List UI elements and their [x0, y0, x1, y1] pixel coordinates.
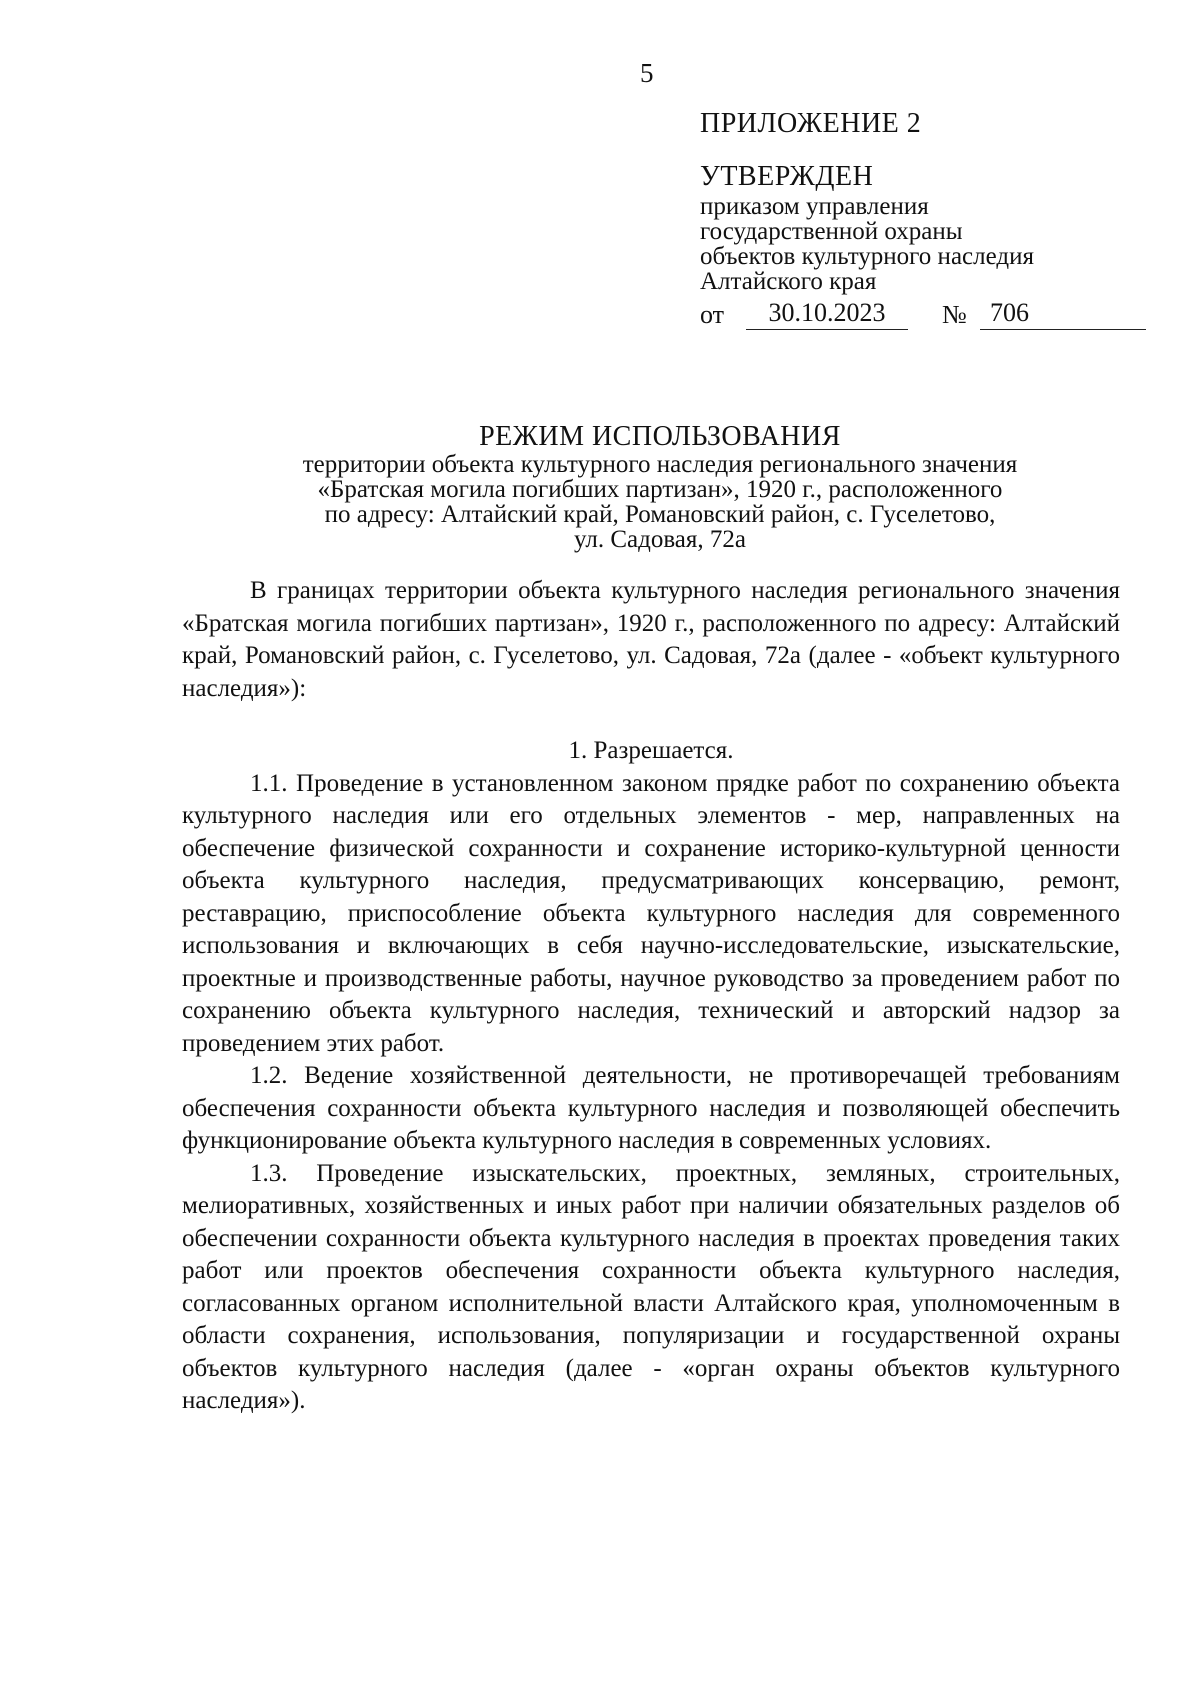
number-label: №: [942, 300, 967, 329]
title-line: ул. Садовая, 72а: [573, 526, 747, 553]
document-body: [182, 575, 1120, 1418]
approval-line: государственной охраны: [700, 218, 963, 245]
clause-1-3: 1.3. Проведение изыскательских, проектных, земляных, строительных, мелиоративных, хозяйственных и иных работ при наличии обязательных разделов об обеспечении сохранности объекта культурного наследия в проектах проведения таких работ или проектов обеспечения сохранности объекта культурного наследия, согласованных органом исполнительной власти Алтайского края, уполномоченным в области сохранения, использования, популяризации и государственной охраны объектов культурного наследия (далее - «орган охраны объектов культурного наследия»).: [182, 1159, 1120, 1414]
approval-line: приказом управления: [700, 193, 929, 220]
approved-label: УТВЕРЖДЕН: [700, 161, 874, 192]
clause-1-2: 1.2. Ведение хозяйственной деятельности, не противоречащей требованиям обеспечения сохранности объекта культурного наследия и позволяющей обеспечить функционирование объекта культурного наследия в современных условиях.: [182, 1062, 1120, 1154]
section-title: 1. Разрешается.: [568, 737, 734, 764]
approval-block: [700, 108, 1170, 330]
order-number: 706: [980, 298, 1146, 330]
document-title: [180, 422, 1140, 552]
approval-line: объектов культурного наследия: [700, 243, 1034, 270]
title-line: «Братская могила погибших партизан», 1920 г., расположенного: [317, 476, 1003, 503]
intro-paragraph: В границах территории объекта культурного наследия регионального значения «Братская могила погибших партизан», 1920 г., расположенного по адресу: Алтайский край, Романовский район, с. Гуселетово, ул. Садовая, 72а (далее - «объект культурного наследия»):: [182, 577, 1120, 702]
title-line: территории объекта культурного наследия регионального значения: [302, 451, 1018, 478]
date-label: от: [700, 300, 725, 329]
title-line: по адресу: Алтайский край, Романовский район, с. Гуселетово,: [324, 501, 996, 528]
appendix-label: ПРИЛОЖЕНИЕ 2: [700, 108, 922, 139]
clause-1-1: 1.1. Проведение в установленном законом прядке работ по сохранению объекта культурного наследия или его отдельных элементов - мер, направленных на обеспечение физической сохранности и сохранение историко-культурной ценности объекта культурного наследия, предусматривающих консервацию, ремонт, реставрацию, приспособление объекта культурного наследия для современного использования и включающих в себя научно-исследовательские, изыскательские, проектные и производственные работы, научное руководство за проведением работ по сохранению объекта культурного наследия, технический и авторский надзор за проведением этих работ.: [182, 769, 1120, 1057]
order-date-row: [700, 298, 1170, 330]
title-heading: РЕЖИМ ИСПОЛЬЗОВАНИЯ: [479, 421, 841, 452]
page-number: 5: [640, 58, 654, 88]
approval-line: Алтайского края: [700, 268, 877, 295]
order-date: 30.10.2023: [746, 298, 908, 330]
